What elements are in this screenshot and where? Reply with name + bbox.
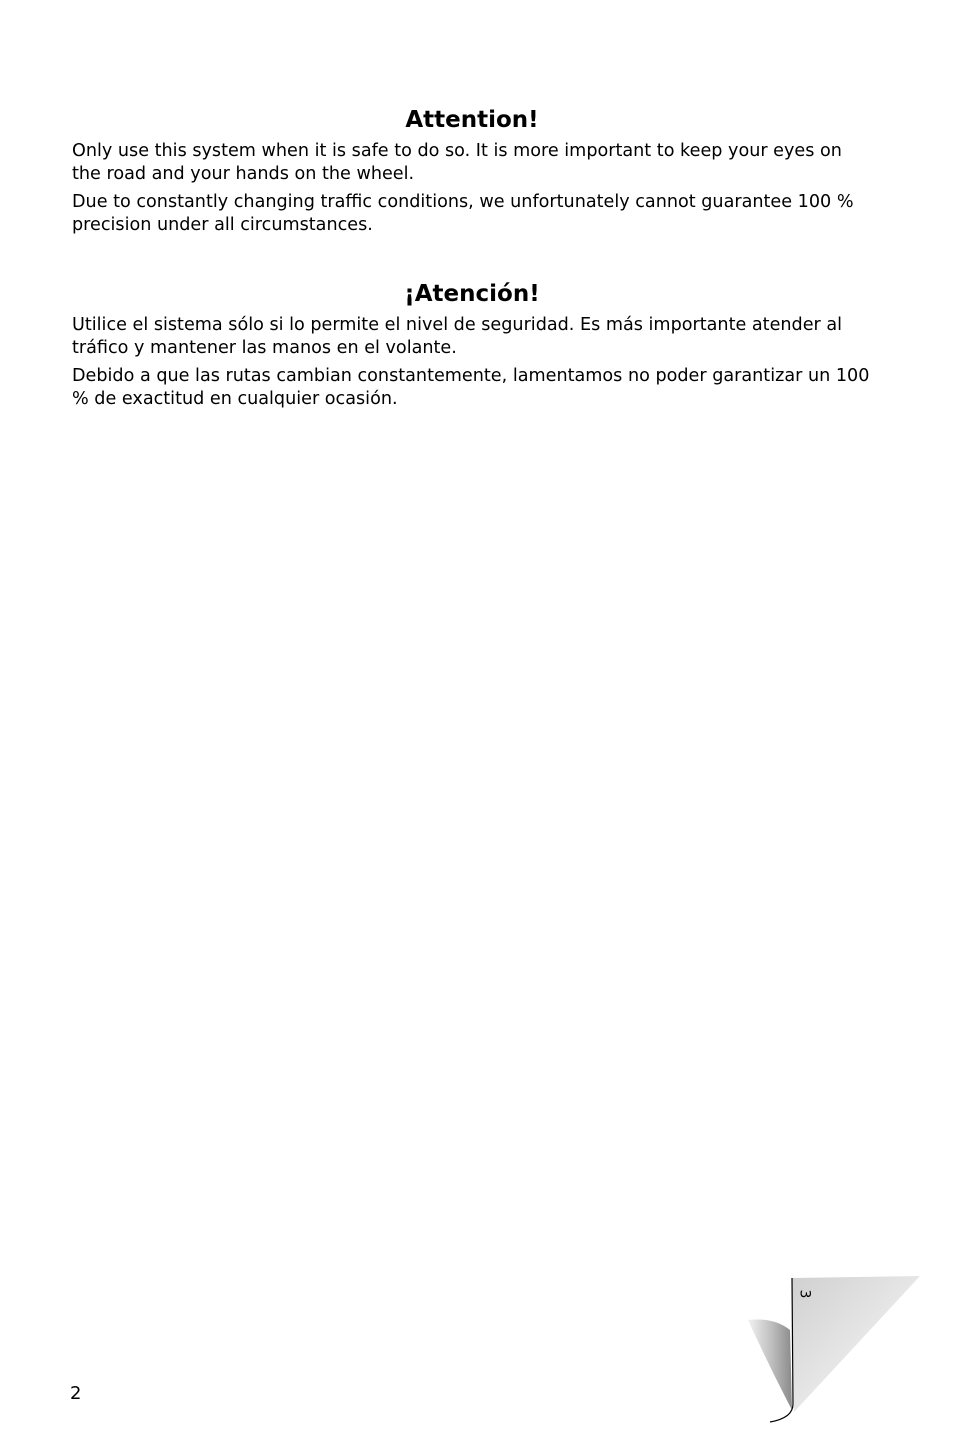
attention-heading-spanish: ¡Atención! — [404, 281, 540, 307]
page-curl-icon[interactable] — [744, 1272, 924, 1424]
attention-section-english — [72, 106, 872, 242]
precision-paragraph-english: Due to constantly changing traffic conditions, we unfortunately cannot guarantee 100 % precision under all circumstances. — [72, 192, 854, 235]
safety-paragraph-spanish: Utilice el sistema sólo si lo permite el nivel de seguridad. Es más importante atender al tráfico y mantener las manos en el volante. — [72, 315, 843, 358]
attention-heading-english: Attention! — [405, 107, 539, 133]
attention-section-spanish — [72, 280, 872, 416]
page-number: 2 — [70, 1383, 82, 1404]
precision-paragraph-spanish: Debido a que las rutas cambian constantemente, lamentamos no poder garantizar un 100 % de exactitud en cualquier ocasión. — [72, 366, 870, 409]
safety-paragraph-english: Only use this system when it is safe to do so. It is more important to keep your eyes on the road and your hands on the wheel. — [72, 141, 842, 184]
next-page-number: 3 — [796, 1289, 813, 1299]
